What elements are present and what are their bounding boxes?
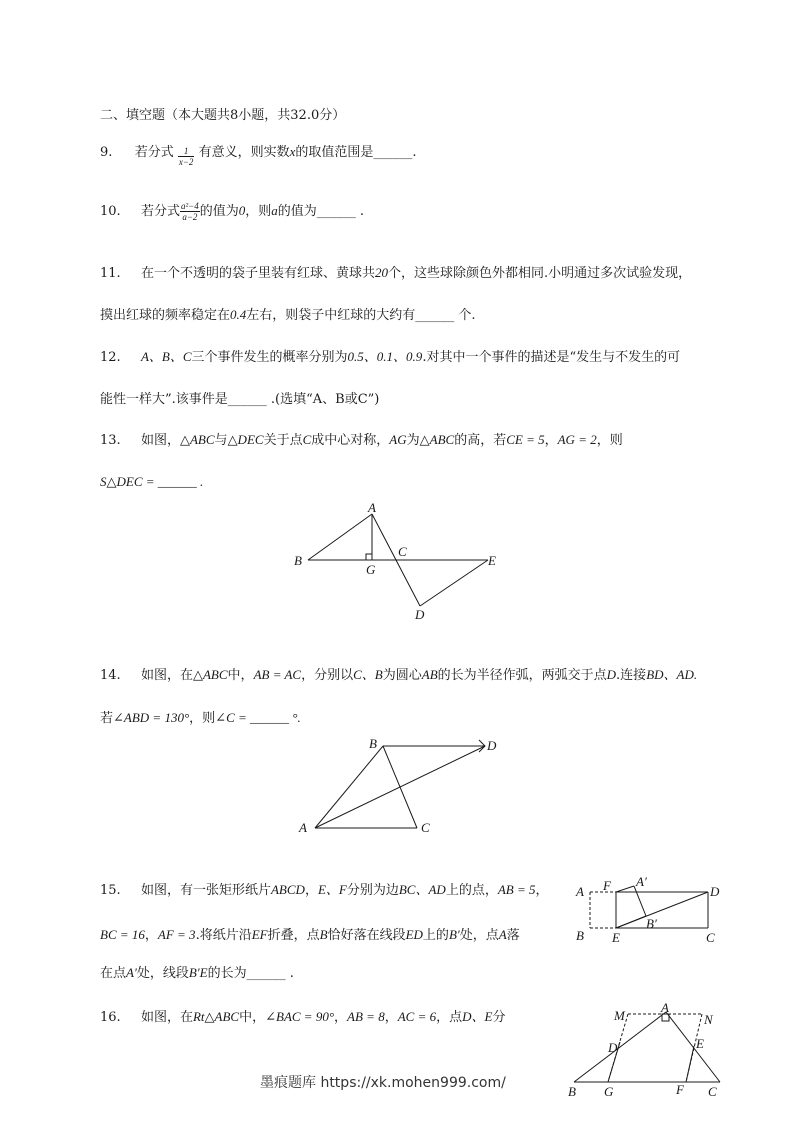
- q13-ag2: AG = 2: [557, 432, 597, 447]
- q15-line2e: 上的: [422, 928, 449, 943]
- label-a: A: [299, 820, 307, 835]
- q14-text-c: ，分别以: [301, 668, 354, 683]
- figure-13: [290, 498, 510, 626]
- q9-fraction: [178, 146, 195, 167]
- q14-d: D: [606, 667, 617, 682]
- q15-bprime: B′: [448, 927, 460, 942]
- line-ef: [686, 1046, 694, 1082]
- q15-ef: E、F: [317, 882, 347, 897]
- label-d: D: [415, 607, 425, 622]
- q15-line3c: 的长为______ .: [207, 966, 294, 981]
- q15-b: B: [319, 927, 328, 942]
- q10-zero: 0: [238, 203, 246, 218]
- q10-text-d: 的值为______ .: [277, 204, 365, 219]
- q16-angle: ∠BAC = 90°: [265, 1009, 335, 1024]
- q9-var: x: [289, 144, 296, 159]
- question-15: 15. 如图，有一张矩形纸片ABCD，E、F分别为边BC、AD上的点，AB = 5，: [100, 882, 549, 898]
- label-c: C: [708, 1084, 717, 1099]
- frac-denominator: x−2: [178, 157, 194, 167]
- label-a: A: [576, 884, 584, 899]
- label-a: A: [661, 1000, 669, 1015]
- q14-angle: ∠ABD = 130°: [113, 710, 190, 725]
- q14-text-a: 如图，在: [140, 668, 193, 683]
- question-number: 10.: [100, 204, 121, 219]
- figure-15: [572, 874, 732, 946]
- q13-answer-line: S△DEC = ______ .: [100, 474, 204, 489]
- q15-line2c: 折叠，点: [267, 928, 320, 943]
- label-c: C: [421, 820, 430, 835]
- label-d: D: [487, 738, 497, 753]
- q11-line2b: 左右，则袋子中红球的大约有______ 个.: [246, 308, 476, 323]
- q15-ef2: EF: [251, 927, 268, 942]
- figure-16: [562, 1000, 732, 1100]
- question-14-line2: [100, 707, 301, 726]
- q14-text-d: 为圆心: [382, 668, 422, 683]
- q9-text-a: 若分式: [134, 145, 174, 160]
- line-e-b-prime: [616, 916, 646, 928]
- q13-ag: AG: [389, 432, 407, 447]
- q10-var: a: [271, 203, 278, 218]
- label-a-prime: A′: [636, 874, 647, 889]
- q11-prob: 0.4: [230, 307, 247, 322]
- label-e: E: [696, 1036, 704, 1051]
- line-de: [420, 560, 488, 606]
- q16-ab: AB = 8: [347, 1009, 385, 1024]
- q14-text-f: .连接: [616, 668, 647, 683]
- q13-tri3: △ABC: [419, 432, 455, 447]
- label-n: N: [704, 1012, 713, 1027]
- q15-line2f: 处，点: [459, 928, 499, 943]
- label-m: M: [614, 1008, 625, 1023]
- q16-de: D、E: [462, 1009, 493, 1024]
- label-c: C: [398, 544, 407, 559]
- q15-line2b: .将纸片沿: [195, 928, 252, 943]
- label-d: D: [710, 884, 720, 899]
- question-10: [100, 200, 364, 222]
- q15-a: A: [498, 927, 507, 942]
- q15-bpe: B′E: [188, 965, 208, 980]
- question-11: [100, 262, 691, 281]
- question-number: 13.: [100, 433, 121, 448]
- q14-cb: C、B: [353, 667, 383, 682]
- q15-text-a: 如图，有一张矩形纸片: [140, 883, 271, 898]
- right-angle-mark: [366, 554, 372, 560]
- question-number: 14.: [100, 668, 121, 683]
- q15-line2d: 恰好落在线段: [327, 928, 406, 943]
- q14-text-e: 的长为半径作弧，两弧交于点: [437, 668, 607, 683]
- q11-line2a: 摸出红球的频率稳定在: [100, 308, 231, 323]
- label-b: B: [576, 928, 584, 943]
- q10-text-c: ，则: [245, 204, 272, 219]
- label-b: B: [568, 1084, 576, 1099]
- q16-text-c: ，点: [436, 1010, 463, 1025]
- q13-text-d: 成中心对称，: [311, 433, 390, 448]
- q15-line2g: 落: [506, 928, 520, 943]
- q15-aprime: A′: [126, 965, 137, 980]
- q14-line2a: 若: [100, 711, 114, 726]
- q13-text-e: 为: [406, 433, 420, 448]
- label-f: F: [676, 1082, 684, 1097]
- q13-tri1: △ABC: [179, 432, 215, 447]
- question-number: 11.: [100, 266, 121, 281]
- label-b: B: [369, 736, 377, 751]
- line-fa-prime: [616, 886, 634, 892]
- label-g: G: [604, 1084, 614, 1099]
- q13-tri2: △DEC: [227, 432, 264, 447]
- q11-line1b: 个，这些球除颜色外都相同.小明通过多次试验发现，: [387, 266, 692, 281]
- label-c: C: [706, 930, 715, 945]
- q15-ab: AB = 5: [497, 882, 536, 897]
- q15-ed: ED: [405, 927, 423, 942]
- q15-af: AF = 3: [157, 927, 196, 942]
- label-e: E: [612, 930, 620, 945]
- q14-answer: ∠C = ______ °.: [215, 710, 301, 725]
- line-ba: [315, 746, 383, 828]
- label-d: D: [608, 1040, 618, 1055]
- q12-text-b: .对其中一个事件的描述是“发生与不发生的可: [422, 350, 681, 365]
- q9-text-b: 有意义，则实数: [198, 145, 290, 160]
- label-b-prime: B′: [646, 916, 657, 931]
- q10-text-a: 若分式: [140, 204, 180, 219]
- q13-text-c: 关于点: [263, 433, 303, 448]
- q9-text-c: 的取值范围是______.: [295, 145, 417, 160]
- q10-text-b: 的值为: [199, 204, 239, 219]
- label-e: E: [488, 553, 496, 568]
- q16-ac: AC = 6: [397, 1009, 437, 1024]
- q13-text-a: 如图，: [140, 433, 180, 448]
- question-number: 15.: [100, 883, 121, 898]
- frac-numerator: a²−4: [180, 201, 199, 211]
- q14-tri: △ABC: [192, 667, 228, 682]
- q15-bcad: BC、AD: [398, 882, 446, 897]
- question-16: 16. 如图，在Rt△ABC中，∠BAC = 90°，AB = 8，AC = 6，点D、E分: [100, 1009, 506, 1025]
- section-title: 二、填空题（本大题共8小题，共32.0分）: [100, 108, 346, 123]
- q16-text-b: 中，: [239, 1010, 266, 1025]
- label-b: B: [294, 553, 302, 568]
- q11-line1: 在一个不透明的袋子里装有红球、黄球共: [140, 266, 375, 281]
- question-15-line3: [100, 962, 294, 981]
- line-ba: [308, 514, 372, 560]
- footer-watermark: 墨痕题库 https://xk.mohen999.com/: [260, 1075, 506, 1091]
- label-g: G: [366, 562, 376, 577]
- frac-denominator: a−2: [182, 212, 198, 222]
- question-number: 9.: [100, 145, 113, 160]
- q12-text-a: 三个事件发生的概率分别为: [191, 350, 348, 365]
- q12-events: A、B、C: [140, 349, 192, 364]
- q10-fraction: [180, 201, 200, 222]
- figure-14: [295, 734, 510, 840]
- q16-tri: Rt△ABC: [192, 1009, 240, 1024]
- question-13: 13. 如图，△ABC与△DEC关于点C成中心对称，AG为△ABC的高，若CE = 5，AG = 2，则: [100, 432, 623, 448]
- q13-point: C: [302, 432, 312, 447]
- question-14: [100, 664, 697, 683]
- q12-line2: 能性一样大”.该事件是______ .(选填“A、B或C”): [100, 392, 380, 407]
- q14-eq: AB = AC: [253, 667, 302, 682]
- q14-line2b: ，则: [189, 711, 216, 726]
- q13-ce: CE = 5: [506, 432, 545, 447]
- label-f: F: [603, 878, 611, 893]
- q15-line3a: 在点: [100, 966, 127, 981]
- q15-abcd: ABCD: [270, 882, 305, 897]
- q13-text-f: 的高，若: [454, 433, 507, 448]
- q16-text-a: 如图，在: [140, 1010, 193, 1025]
- q14-text-b: 中，: [227, 668, 254, 683]
- question-12: [100, 346, 680, 365]
- question-11-line2: [100, 304, 476, 323]
- q15-text-c: 分别为边: [346, 883, 399, 898]
- q13-text-g: ，则: [596, 433, 623, 448]
- q16-text-d: 分: [492, 1010, 506, 1025]
- q15-text-d: 上的点，: [445, 883, 498, 898]
- question-15-line2: BC = 16，AF = 3.将纸片沿EF折叠，点B恰好落在线段ED上的B′处，点A落: [100, 927, 520, 943]
- question-9: [100, 138, 417, 167]
- q15-bc: BC = 16: [100, 927, 145, 942]
- q12-probs: 0.5、0.1、0.9: [347, 349, 423, 364]
- q11-count: 20: [374, 265, 388, 280]
- q15-line3b: 处，线段: [136, 966, 189, 981]
- label-a: A: [368, 500, 376, 515]
- q14-bd: BD、AD.: [646, 667, 698, 682]
- line-ad: [315, 746, 485, 828]
- question-number: 16.: [100, 1010, 121, 1025]
- question-number: 12.: [100, 350, 121, 365]
- q15-text-b: ，: [304, 883, 318, 898]
- frac-numerator: 1: [178, 146, 195, 157]
- line-a-prime-b-prime: [634, 886, 646, 916]
- q13-text-b: 与: [214, 433, 228, 448]
- q14-ab: AB: [421, 667, 438, 682]
